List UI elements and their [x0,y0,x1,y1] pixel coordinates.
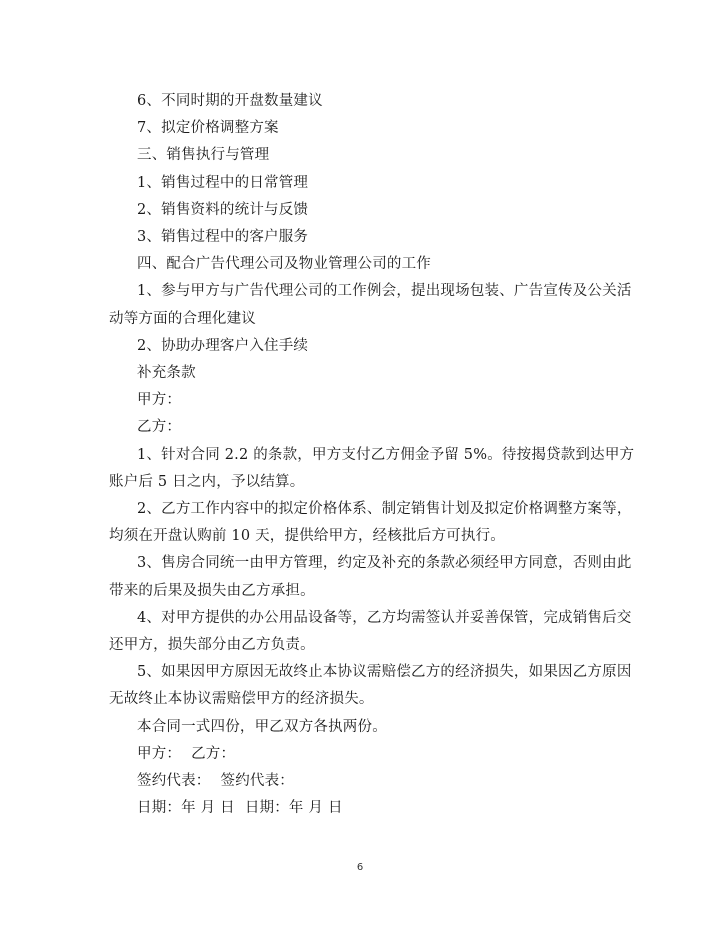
signature-representatives [109,768,609,795]
signature-rep-b: 签约代表： [220,773,294,790]
party-a-label: 甲方： [137,392,182,409]
section-heading: 四、配合广告代理公司及物业管理公司的工作 [137,256,431,273]
clause-line: 无故终止本协议需赔偿甲方的经济损失。 [109,691,374,708]
list-item: 3、销售过程中的客户服务 [137,229,309,246]
list-item: 6、不同时期的开盘数量建议 [137,93,323,109]
paragraph-line: 1、参与甲方与广告代理公司的工作例会，提出现场包装、广告宣传及公关活 [137,283,632,300]
clause [109,550,632,604]
document-body [109,88,635,822]
clause-line: 1、针对合同 2.2 的条款，甲方支付乙方佣金予留 5%。待按揭贷款到达甲方 [137,446,635,463]
list-item: 1、销售过程中的日常管理 [137,174,309,191]
signature-date-a: 日期：年 月 日 [137,800,235,817]
supplement-title: 补充条款 [137,365,196,382]
paragraph [109,278,632,332]
clause-line: 账户后 5 日之内，予以结算。 [109,473,305,490]
clause-line: 5、如果因甲方原因无故终止本协议需赔偿乙方的经济损失，如果因乙方原因 [137,664,632,681]
signature-party-a: 甲方： [137,745,182,762]
clause-line: 还甲方，损失部分由乙方负责。 [109,637,315,654]
list-item: 2、销售资料的统计与反馈 [137,201,309,218]
list-item: 2、协助办理客户入住手续 [137,337,309,354]
closing-statement: 本合同一式四份，甲乙双方各执两份。 [137,718,387,735]
clause-line: 3、售房合同统一由甲方管理，约定及补充的条款必须经甲方同意，否则由此 [137,555,632,572]
list-item: 7、拟定价格调整方案 [137,120,279,137]
paragraph-line: 动等方面的合理化建议 [109,310,256,327]
clause [109,496,632,550]
signature-party-b: 乙方： [191,745,236,762]
signature-date-b: 日期：年 月 日 [244,800,343,817]
signature-parties [109,741,609,768]
section-heading: 三、销售执行与管理 [137,147,270,164]
page-number: 6 [356,862,364,873]
clause-line: 2、乙方工作内容中的拟定价格体系、制定销售计划及拟定价格调整方案等， [137,501,632,518]
party-b-label: 乙方： [137,419,182,436]
signature-rep-a: 签约代表： [137,773,211,790]
clause-line: 4、对甲方提供的办公用品设备等，乙方均需签认并妥善保管，完成销售后交 [137,609,632,626]
clause-line: 均须在开盘认购前 10 天，提供给甲方，经核批后方可执行。 [109,528,505,545]
clause-line: 带来的后果及损失由乙方承担。 [109,582,315,599]
signature-dates [109,795,609,822]
clause [109,605,632,659]
clause [109,659,632,713]
clause [109,442,635,496]
